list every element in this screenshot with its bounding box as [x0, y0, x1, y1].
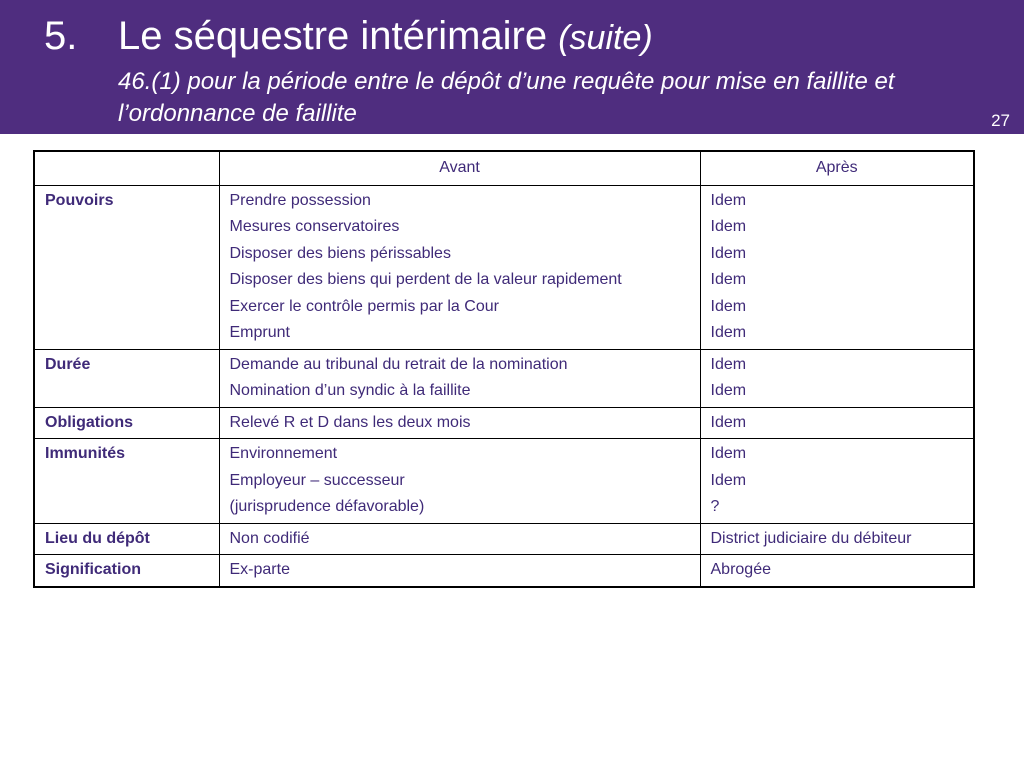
cell-line: Idem [710, 218, 747, 235]
cell-line: Idem [710, 297, 747, 315]
row-label: Durée [34, 349, 219, 407]
slide-title-suffix: (suite) [558, 19, 653, 57]
table-row [34, 185, 974, 349]
slide-title [118, 12, 653, 62]
cell-line: Employeur – successeur [229, 471, 405, 489]
cell-avant [219, 349, 700, 407]
row-label: Immunités [34, 439, 219, 524]
cell-apres [700, 555, 974, 587]
cell-avant [219, 439, 700, 524]
cell-apres [700, 185, 974, 349]
table-body [34, 185, 974, 587]
cell-line: (jurisprudence défavorable) [229, 498, 425, 515]
header-cell-apres: Après [700, 151, 974, 185]
cell-line: Idem [710, 445, 747, 462]
table-row [34, 439, 974, 524]
header-cell-avant: Avant [219, 151, 700, 185]
cell-line: ? [710, 498, 720, 515]
cell-apres [700, 349, 974, 407]
cell-line: Idem [710, 413, 747, 431]
cell-line: Idem [710, 324, 747, 341]
table-row [34, 407, 974, 439]
cell-line: Emprunt [229, 324, 290, 341]
cell-line: District judiciaire du débiteur [710, 529, 912, 547]
cell-line: Idem [710, 191, 747, 209]
cell-avant [219, 407, 700, 439]
cell-line: Idem [710, 271, 747, 288]
row-label: Pouvoirs [34, 185, 219, 349]
table-header-row [34, 151, 974, 185]
row-label: Obligations [34, 407, 219, 439]
cell-line: Nomination d’un syndic à la faillite [229, 382, 471, 399]
cell-line: Environnement [229, 445, 338, 462]
cell-line: Demande au tribunal du retrait de la nomination [229, 355, 568, 373]
cell-line: Non codifié [229, 529, 310, 547]
cell-line: Disposer des biens périssables [229, 244, 451, 262]
cell-avant [219, 185, 700, 349]
cell-line: Relevé R et D dans les deux mois [229, 413, 471, 431]
cell-line: Ex-parte [229, 561, 290, 578]
cell-line: Idem [710, 382, 747, 399]
cell-line: Mesures conservatoires [229, 218, 400, 235]
slide-subtitle: 46.(1) pour la période entre le dépôt d’une requête pour mise en faillite et l’ordonnance de faillite [118, 68, 895, 127]
cell-line: Idem [710, 244, 747, 262]
row-label: Lieu du dépôt [34, 523, 219, 555]
cell-avant [219, 523, 700, 555]
cell-line: Prendre possession [229, 191, 371, 209]
row-label: Signification [34, 555, 219, 587]
cell-line: Abrogée [710, 561, 771, 578]
cell-apres [700, 523, 974, 555]
page-number: 27 [991, 111, 1010, 130]
cell-avant [219, 555, 700, 587]
cell-apres [700, 407, 974, 439]
slide-header [0, 0, 1024, 134]
cell-line: Idem [710, 355, 747, 373]
table-row [34, 523, 974, 555]
comparison-table [33, 150, 975, 588]
cell-line: Idem [710, 471, 747, 489]
header-cell-empty [34, 151, 219, 185]
cell-apres [700, 439, 974, 524]
slide-title-text: Le séquestre intérimaire [118, 14, 548, 58]
section-number: 5. [44, 14, 78, 58]
table-row [34, 349, 974, 407]
cell-line: Exercer le contrôle permis par la Cour [229, 297, 499, 315]
table-row [34, 555, 974, 587]
cell-line: Disposer des biens qui perdent de la valeur rapidement [229, 271, 622, 288]
